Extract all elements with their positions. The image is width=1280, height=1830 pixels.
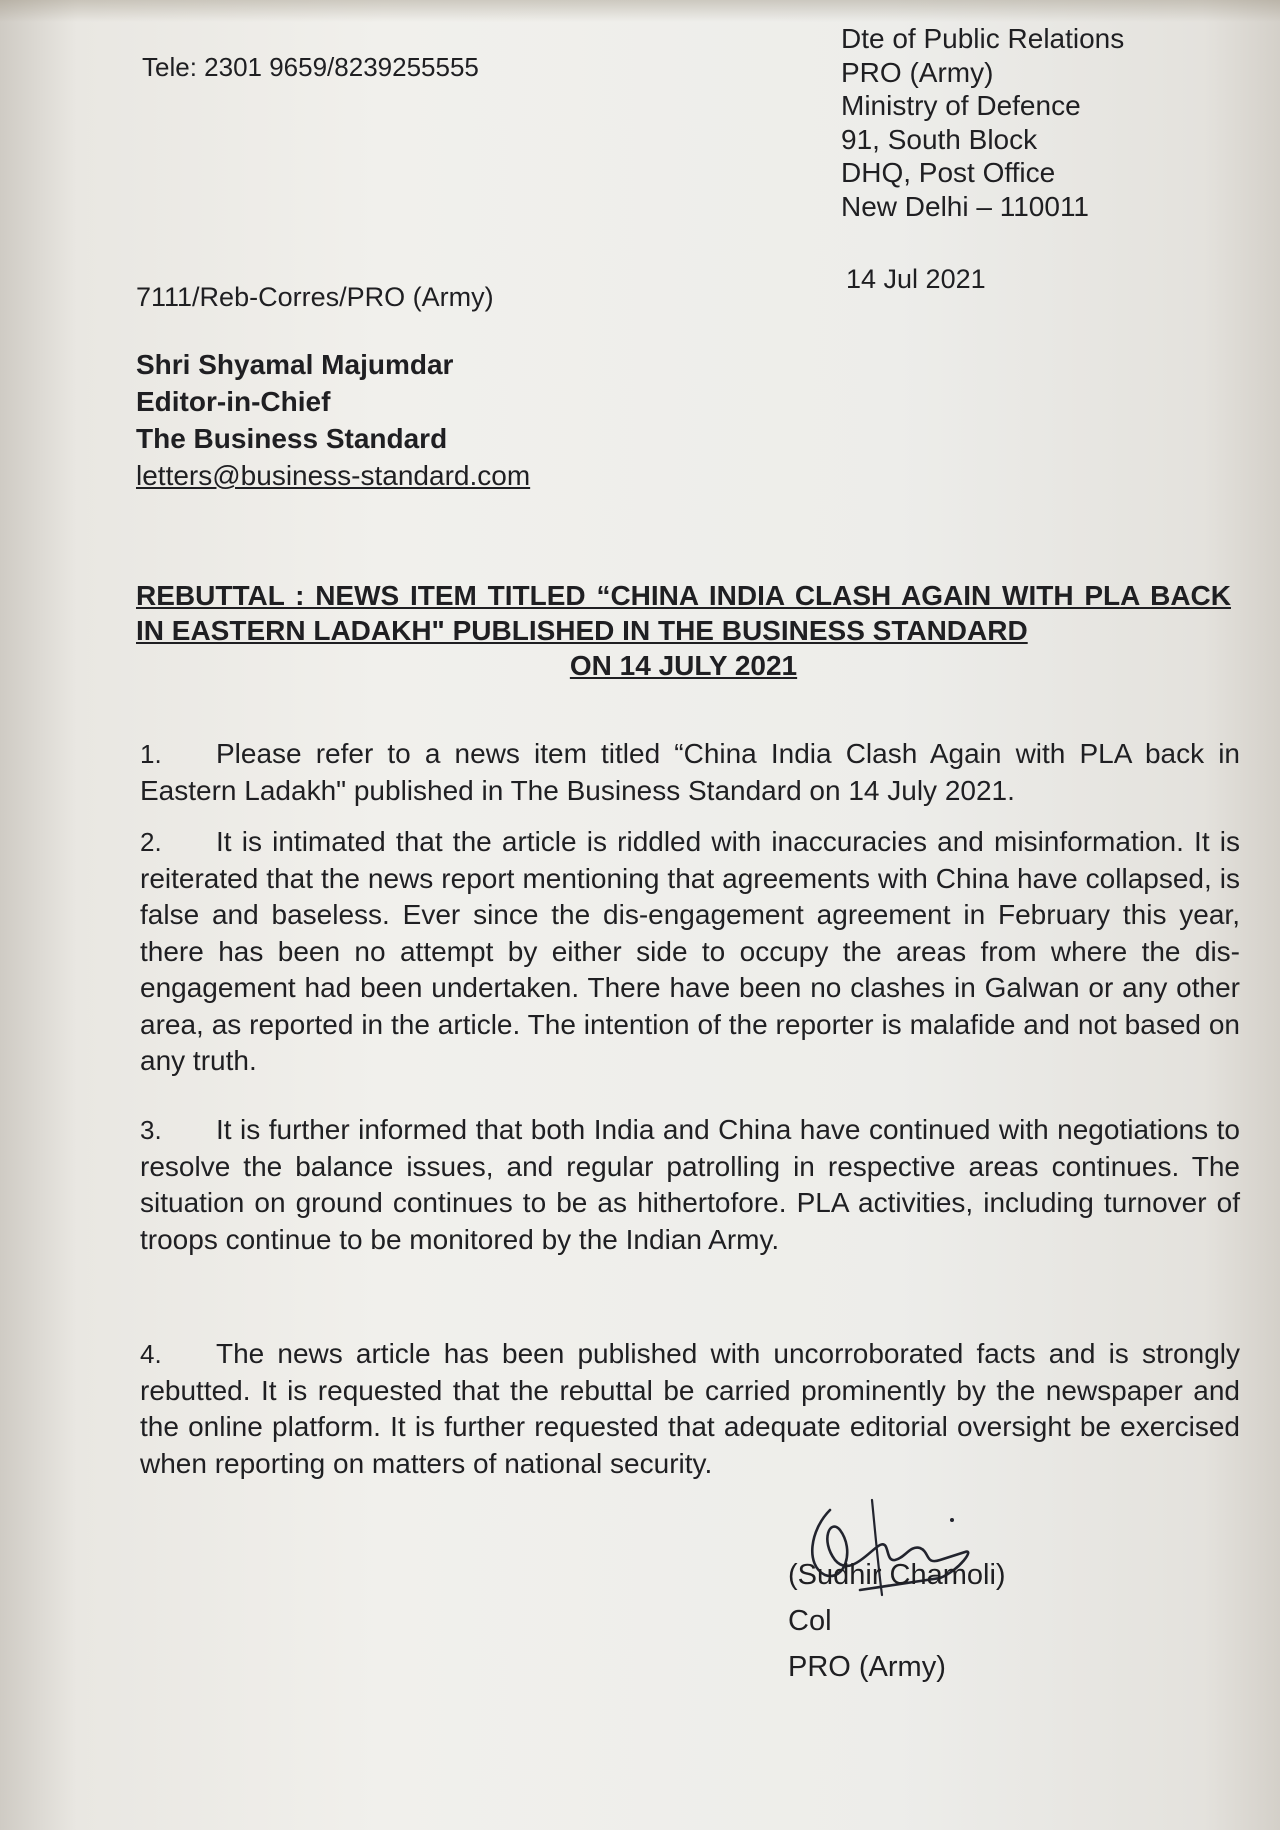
recipient-email: letters@business-standard.com [136, 460, 531, 491]
paragraph-text: It is intimated that the article is riddled with inaccuracies and misinformation. It is reiterated that the news report mentioning that agreements with China have collapsed, is false and baseless. Ever since the dis-engagement agreement in February this year, there has been no attempt by either side to occupy the areas from where the dis-engagement had been undertaken. There have been no clashes in Galwan or any other area, as reported in the article. The intention of the reporter is malafide and not based on any truth. [140, 826, 1240, 1076]
paragraph-text: The news article has been published with uncorroborated facts and is strongly rebutted. It is requested that the rebuttal be carried prominently by the newspaper and the online platform. It is further requested that adequate editorial oversight be exercised when reporting on matters of national security. [140, 1338, 1240, 1479]
letter-date: 14 Jul 2021 [846, 264, 986, 294]
recipient-block [136, 346, 530, 494]
reference-number: 7111/Reb-Corres/PRO (Army) [136, 282, 494, 312]
recipient-name: Shri Shyamal Majumdar [136, 349, 454, 380]
paragraph-3 [140, 1112, 1240, 1258]
paragraph-number: 3. [140, 1115, 162, 1145]
paragraph-2 [140, 824, 1240, 1080]
telephone-line: Tele: 2301 9659/8239255555 [142, 52, 479, 82]
paragraph-1 [140, 736, 1240, 809]
paragraph-text: Please refer to a news item titled “China India Clash Again with PLA back in Eastern Ladakh" published in The Business Standard on 14 July 2021. [140, 738, 1240, 806]
address-line: DHQ, Post Office [841, 157, 1056, 188]
address-line: New Delhi – 110011 [841, 190, 1090, 222]
address-line: Dte of Public Relations [841, 23, 1125, 54]
paragraph-number: 2. [140, 827, 162, 857]
address-line: Ministry of Defence [841, 90, 1081, 121]
address-line: 91, South Block [841, 123, 1038, 155]
paragraph-number: 1. [140, 739, 162, 769]
signatory-block [788, 1552, 1006, 1690]
paragraph-text: It is further informed that both India and China have continued with negotiations to resolve the balance issues, and regular patrolling in respective areas continues. The situation on ground continues to be as hithertofore. PLA activities, including turnover of troops continue to be monitored by the Indian Army. [140, 1114, 1240, 1255]
address-line: PRO (Army) [841, 56, 994, 88]
subject-heading [136, 578, 1231, 683]
recipient-organization: The Business Standard [136, 423, 448, 454]
paper-fold-shadow [0, 0, 1280, 22]
recipient-title: Editor-in-Chief [136, 386, 331, 417]
paragraph-4 [140, 1336, 1240, 1482]
signatory-office: PRO (Army) [788, 1651, 946, 1683]
subject-line-2: ON 14 JULY 2021 [569, 650, 798, 681]
subject-line-1: REBUTTAL : NEWS ITEM TITLED “CHINA INDIA CLASH AGAIN WITH PLA BACK IN EASTERN LADAKH" PUBLISHED IN THE BUSINESS STANDARD [136, 580, 1231, 646]
paragraph-number: 4. [140, 1339, 162, 1369]
signatory-name: (Sudhir Chamoli) [788, 1559, 1006, 1591]
sender-address [841, 22, 1241, 223]
signatory-rank: Col [788, 1605, 832, 1637]
